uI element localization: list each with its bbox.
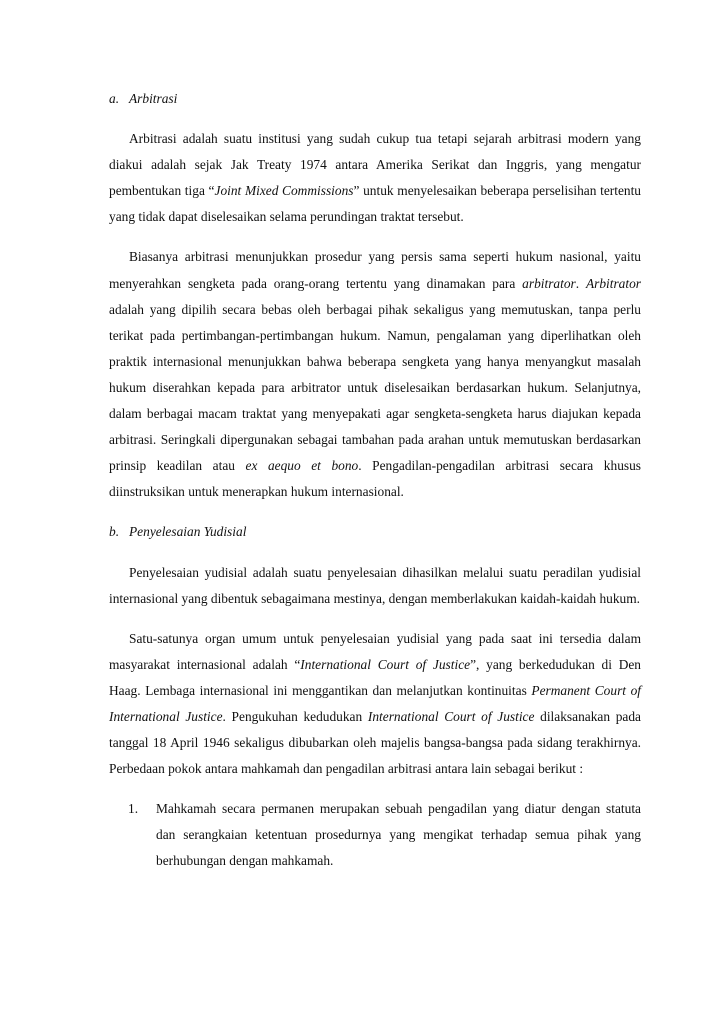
italic-term: International Court of Justice: [300, 656, 471, 672]
section-a-marker: a.: [109, 91, 120, 106]
section-a-title: Arbitrasi: [129, 91, 178, 106]
section-a-paragraph-1: Arbitrasi adalah suatu institusi yang sudah cukup tua tetapi sejarah arbitrasi modern yang diakui adalah sejak Jak Treaty 1974 antara Amerika Serikat dan Inggris, yang mengatur pembentukan tiga “Joint Mixed Commissions” untuk menyelesaikan beberapa perselisihan tertentu yang tidak dapat diselesaikan selama perundingan traktat tersebut.: [109, 131, 642, 225]
section-b-paragraph-2: Satu-satunya organ umum untuk penyelesaian yudisial yang pada saat ini tersedia dalam masyarakat internasional adalah “International Court of Justice”, yang berkedudukan di Den Haag. Lembaga internasional ini menggantikan dan melanjutkan kontinuitas Permanent Court of International Justice. Pengukuhan kedudukan International Court of Justice dilaksanakan pada tanggal 18 April 1946 sekaligus dibubarkan oleh majelis bangsa-bangsa pada sidang terakhirnya. Perbedaan pokok antara mahkamah dan pengadilan arbitrasi antara lain sebagai berikut :: [109, 630, 642, 777]
differences-list: [109, 796, 641, 874]
section-b-title: Penyelesaian Yudisial: [129, 524, 247, 540]
list-item-text: Mahkamah secara permanen merupakan sebuah pengadilan yang diatur dengan statuta dan serangkaian ketentuan prosedurnya yang mengikat terhadap semua pihak yang berhubungan dengan mahkamah.: [156, 801, 641, 869]
section-a-paragraph-2: Biasanya arbitrasi menunjukkan prosedur yang persis sama seperti hukum nasional, yaitu menyerahkan sengketa pada orang-orang tertentu yang dinamakan para arbitrator. Arbitrator adalah yang dipilih secara bebas oleh berbagai pihak sekaligus yang memutuskan, tanpa perlu terikat pada pertimbangan-pertimbangan hukum. Namun, pengalaman yang diperlihatkan oleh praktik internasional menunjukkan bahwa beberapa sengketa yang hanya menyangkut masalah hukum diserahkan kepada para arbitrator untuk diselesaikan berdasarkan hukum. Selanjutnya, dalam berbagai macam traktat yang menyepakati agar sengketa-sengketa harus diajukan kepada arbitrasi. Seringkali dipergunakan sebagai tambahan pada arahan untuk memutuskan berdasarkan prinsip keadilan atau ex aequo et bono. Pengadilan-pengadilan arbitrasi secara khusus diinstruksikan untuk menerapkan hukum internasional.: [109, 249, 642, 500]
document-page: [109, 86, 641, 875]
list-item: [109, 796, 641, 874]
section-a-heading: [109, 86, 641, 112]
section-b-marker: b.: [109, 524, 120, 540]
italic-term: Arbitrator: [585, 275, 641, 291]
italic-term: International Court of Justice: [367, 708, 535, 724]
list-item-number: 1.: [128, 801, 139, 817]
section-b-heading: [109, 519, 641, 545]
section-b-paragraph-1: Penyelesaian yudisial adalah suatu penyelesaian dihasilkan melalui suatu peradilan yudisial internasional yang dibentuk sebagaimana mestinya, dengan memberlakukan kaidah-kaidah hukum.: [109, 564, 641, 606]
italic-term: Joint Mixed Commissions: [214, 183, 354, 199]
italic-term: Permanent Court of International Justice: [109, 682, 642, 724]
italic-term: ex aequo et bono: [245, 458, 359, 474]
italic-term: arbitrator: [522, 275, 576, 291]
